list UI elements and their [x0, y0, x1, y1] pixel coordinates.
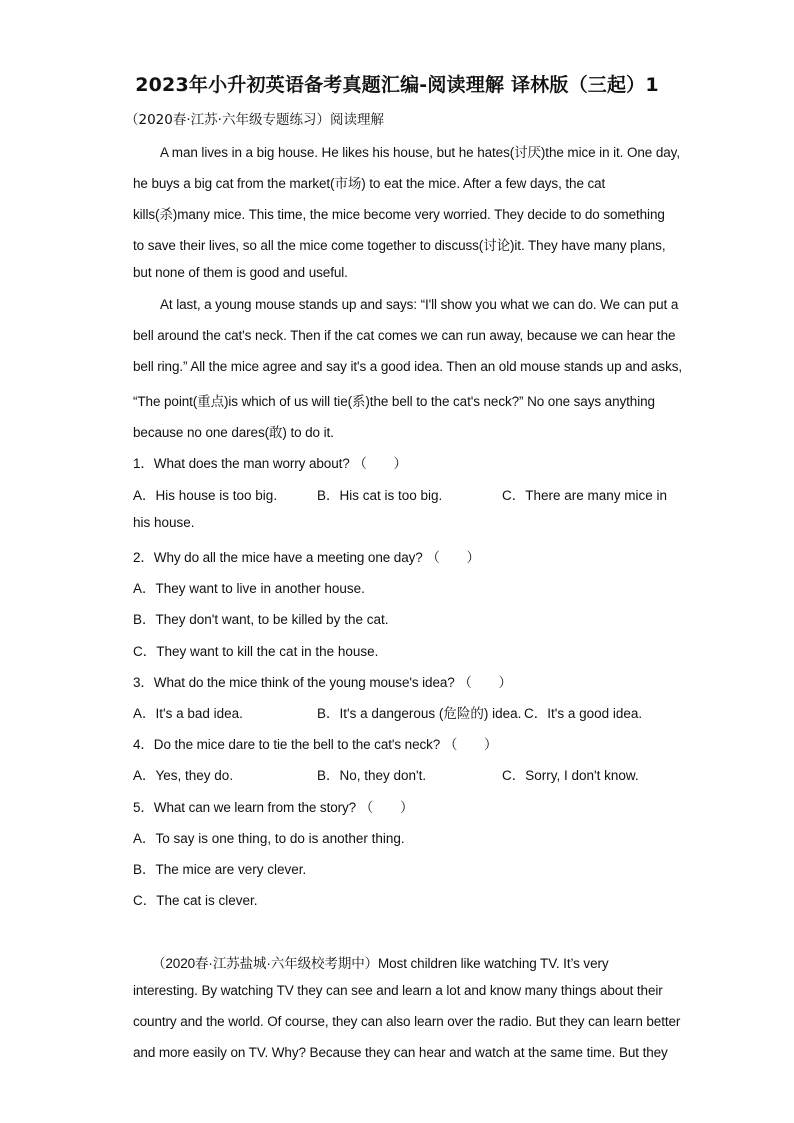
q4-option-a: A．Yes, they do. [133, 768, 234, 783]
q1-option-c: C．There are many mice in [502, 488, 668, 503]
q4-option-b: B．No, they don't. [317, 768, 427, 783]
passage1-line: A man lives in a big house. He likes his house, but he hates(讨厌)the mice in it. One day, [160, 145, 680, 160]
q5-option-b: B．The mice are very clever. [133, 862, 307, 877]
passage1-line: because no one dares(敢) to do it. [133, 425, 334, 440]
passage1-line: kills(杀)many mice. This time, the mice become very worried. They decide to do something [133, 207, 665, 222]
q4-option-c: C．Sorry, I don't know. [502, 768, 639, 783]
q1-option-c-continued: his house. [133, 515, 195, 530]
q3-option-b: B．It's a dangerous (危险的) idea. [317, 706, 522, 721]
q5-option-a: A．To say is one thing, to do is another thing. [133, 831, 405, 846]
passage1-line: At last, a young mouse stands up and says: “I'll show you what we can do. We can put a [160, 297, 679, 312]
q2-option-c: C．They want to kill the cat in the house. [133, 644, 379, 659]
passage2-line: and more easily on TV. Why? Because they can hear and watch at the same time. But they [133, 1045, 668, 1060]
passage2-line: country and the world. Of course, they can also learn over the radio. But they can learn better [133, 1014, 681, 1029]
passage1-line: bell around the cat's neck. Then if the cat comes we can run away, because we can hear the [133, 328, 676, 343]
q1-option-a: A．His house is too big. [133, 488, 278, 503]
q1-option-b: B．His cat is too big. [317, 488, 443, 503]
question-4: 4．Do the mice dare to tie the bell to the cat's neck? （ ） [133, 737, 498, 752]
passage1-line: to save their lives, so all the mice come together to discuss(讨论)it. They have many plans, [133, 238, 666, 253]
passage1-line: bell ring.” All the mice agree and say it's a good idea. Then an old mouse stands up and asks, [133, 359, 683, 374]
q5-option-c: C．The cat is clever. [133, 893, 258, 908]
question-3: 3．What do the mice think of the young mouse's idea? （ ） [133, 675, 512, 690]
question-1: 1．What does the man worry about? （ ） [133, 456, 407, 471]
passage1-line: but none of them is good and useful. [133, 265, 348, 280]
passage2-line: （2020春·江苏盐城·六年级校考期中）Most children like watching TV. It’s very [152, 956, 609, 971]
q3-option-c: C．It's a good idea. [524, 706, 643, 721]
passage1-line: he buys a big cat from the market(市场) to eat the mice. After a few days, the cat [133, 176, 606, 191]
q2-option-a: A．They want to live in another house. [133, 581, 365, 596]
page-title: 2023年小升初英语备考真题汇编-阅读理解 译林版（三起）1 [135, 74, 659, 96]
passage2-line: interesting. By watching TV they can see and learn a lot and know many things about their [133, 983, 663, 998]
passage1-source: （2020春·江苏·六年级专题练习）阅读理解 [125, 112, 384, 128]
question-5: 5．What can we learn from the story? （ ） [133, 800, 414, 815]
q3-option-a: A．It's a bad idea. [133, 706, 243, 721]
passage1-line: “The point(重点)is which of us will tie(系)the bell to the cat's neck?” No one says anything [133, 394, 655, 409]
q2-option-b: B．They don't want, to be killed by the cat. [133, 612, 389, 627]
question-2: 2．Why do all the mice have a meeting one day? （ ） [133, 550, 480, 565]
